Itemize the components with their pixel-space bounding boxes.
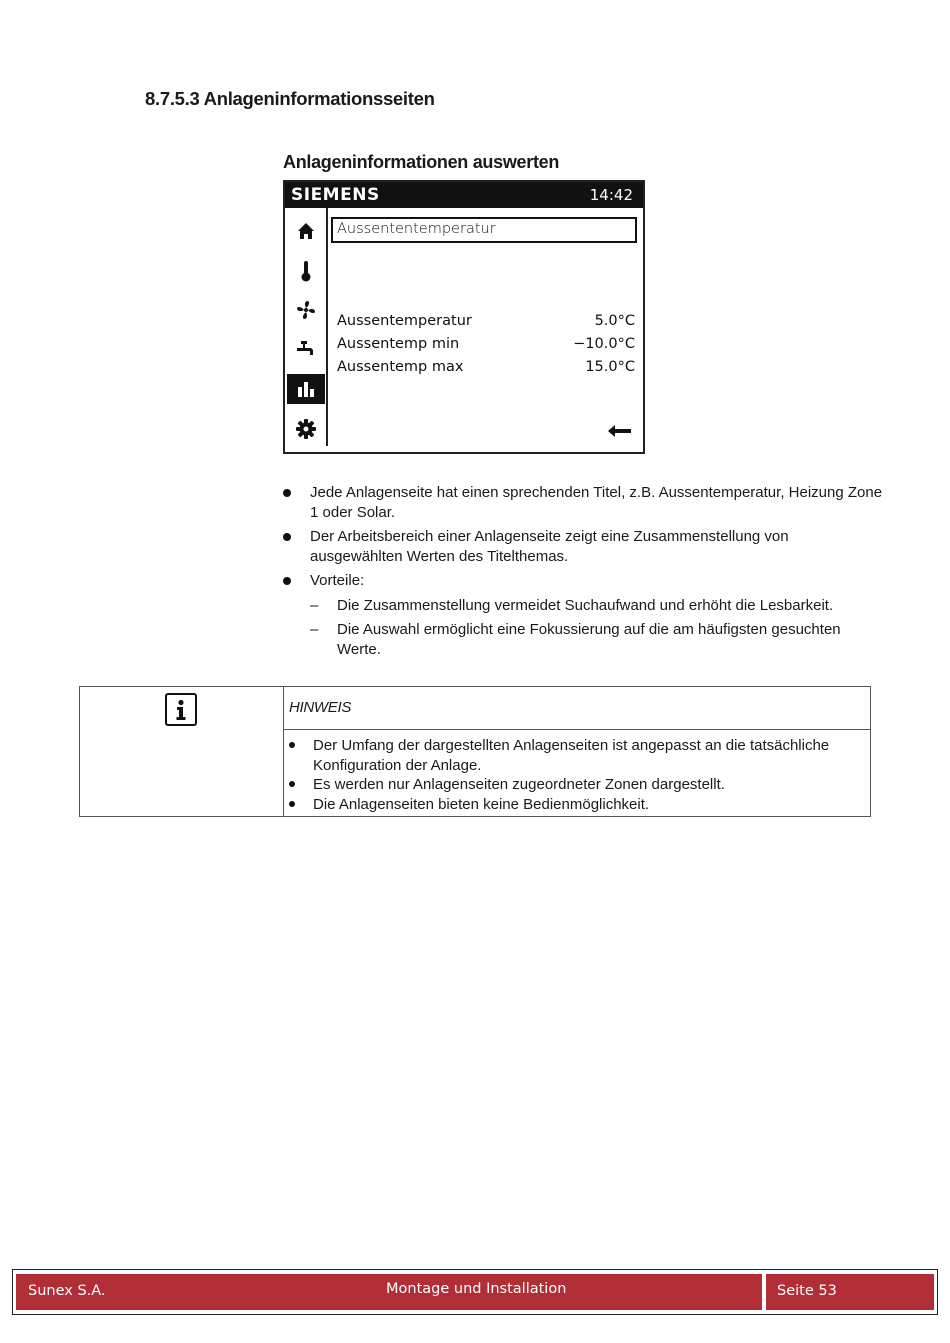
page-title-box bbox=[331, 217, 637, 243]
figure-caption: Anlageninformationen auswerten bbox=[283, 152, 560, 172]
note-title: HINWEIS bbox=[289, 699, 352, 716]
bullet-dot bbox=[283, 489, 291, 497]
footer-page-number: Seite 53 bbox=[777, 1283, 837, 1299]
device-workarea bbox=[329, 208, 641, 452]
tap-icon[interactable] bbox=[287, 334, 325, 364]
sub-list-item bbox=[283, 596, 883, 616]
section-heading: 8.7.5.3 Anlageninformationsseiten bbox=[145, 88, 435, 109]
dash-marker: – bbox=[310, 596, 319, 614]
dash-marker: – bbox=[310, 621, 319, 638]
value-reading: 15.0°C bbox=[585, 359, 635, 375]
value-row bbox=[335, 359, 635, 379]
bullet-dot bbox=[289, 742, 295, 748]
list-item bbox=[289, 736, 869, 775]
value-label: Aussentemperatur bbox=[337, 313, 472, 329]
list-item bbox=[283, 571, 883, 591]
list-item-text: Die Zusammenstellung vermeidet Suchaufwand und erhöht die Lesbarkeit. bbox=[337, 596, 834, 614]
thermometer-icon[interactable] bbox=[287, 256, 325, 286]
gear-icon[interactable] bbox=[287, 414, 325, 444]
footer-page-cell bbox=[766, 1274, 934, 1310]
bullet-dot bbox=[283, 533, 291, 541]
sub-list-item bbox=[283, 620, 883, 659]
device-display bbox=[283, 180, 645, 454]
list-item-text: Vorteile: bbox=[310, 572, 365, 589]
brand-logo: SIEMENS bbox=[291, 185, 380, 205]
divider bbox=[283, 687, 284, 816]
page-title: Aussententemperatur bbox=[337, 221, 496, 237]
list-item bbox=[289, 795, 869, 815]
bar-chart-icon[interactable] bbox=[287, 374, 325, 404]
footer-left-cell bbox=[16, 1274, 762, 1310]
value-row bbox=[335, 336, 635, 356]
list-item-text: Die Anlagenseiten bieten keine Bedienmöglichkeit. bbox=[313, 795, 650, 813]
value-reading: 5.0°C bbox=[594, 313, 635, 329]
list-item bbox=[283, 483, 883, 522]
list-item-text: Der Arbeitsbereich einer Anlagenseite zeigt eine Zusammenstellung von ausgewählten Werten des Titelthemas. bbox=[310, 528, 789, 565]
info-icon bbox=[165, 693, 197, 726]
bullet-dot bbox=[283, 577, 291, 585]
list-item-text: Die Auswahl ermöglicht eine Fokussierung auf die am häufigsten gesuchten Werte. bbox=[337, 621, 841, 658]
bullet-dot bbox=[289, 801, 295, 807]
bullet-dot bbox=[289, 781, 295, 787]
value-row bbox=[335, 313, 635, 333]
footer-document-title: Montage und Installation bbox=[386, 1281, 567, 1297]
bullet-list bbox=[283, 483, 883, 664]
list-item bbox=[283, 527, 883, 566]
list-item bbox=[289, 775, 869, 795]
value-reading: −10.0°C bbox=[573, 336, 635, 352]
divider bbox=[284, 729, 870, 730]
list-item-text: Jede Anlagenseite hat einen sprechenden Titel, z.B. Aussentemperatur, Heizung Zone 1 oder Solar. bbox=[310, 484, 883, 521]
fan-icon[interactable] bbox=[287, 295, 325, 325]
device-sidebar bbox=[285, 208, 328, 446]
list-item-text: Es werden nur Anlagenseiten zugeordneter Zonen dargestellt. bbox=[313, 776, 725, 793]
note-box bbox=[79, 686, 871, 817]
home-icon[interactable] bbox=[287, 216, 325, 246]
back-arrow-icon[interactable] bbox=[607, 424, 633, 438]
note-list bbox=[289, 736, 869, 814]
value-label: Aussentemp min bbox=[337, 336, 460, 352]
device-header bbox=[285, 182, 643, 208]
clock-display: 14:42 bbox=[589, 186, 633, 204]
list-item-text: Der Umfang der dargestellten Anlagenseiten ist angepasst an die tatsächliche Konfiguration der Anlage. bbox=[313, 737, 830, 774]
value-label: Aussentemp max bbox=[337, 359, 464, 375]
footer-company: Sunex S.A. bbox=[28, 1283, 106, 1299]
